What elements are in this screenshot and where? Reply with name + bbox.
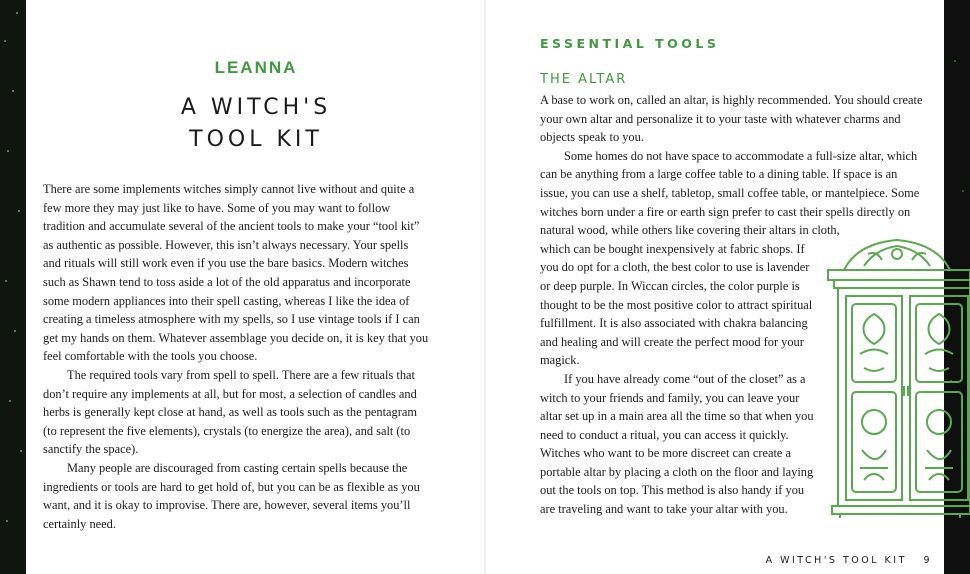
running-footer (766, 555, 932, 566)
paragraph-continued: which can be bought inexpensively at fabric shops. If you do opt for a cloth, the best color to use is lavender or deep purple. In Wiccan circles, the color purple is thought to be the most positive color to attract spiritual fulfillment. It is also associated with chakra balancing and healing and will create the perfect mood for your magick. (540, 241, 813, 368)
chapter-title-line-1: A WITCH'S (180, 95, 332, 120)
paragraph: A base to work on, called an altar, is highly recommended. You should create your own altar and personalize it to your taste with whatever charms and objects speak to you. (540, 93, 923, 145)
author-name: LEANNA (214, 58, 298, 77)
paragraph: Some homes do not have space to accommodate a full-size altar, which can be anything from a large coffee table to a dining table. If space is an issue, you can use a shelf, tabletop, small coffee table, or mantelpiece. Some witches born under a fire or earth sign prefer to cast their spells directly on natural wood, while others like covering their altars in cloth, (540, 148, 920, 238)
paragraph: Many people are discouraged from casting certain spells because the ingredients or tools are hard to get hold of, but you can be as flexible as you want, and it is okay to improvise. There are, however, several items you’ll certainly need. (43, 460, 420, 531)
chapter-title (26, 92, 486, 156)
page-number: 9 (923, 555, 932, 566)
section-title: ESSENTIAL TOOLS (540, 36, 720, 51)
left-page (26, 0, 486, 574)
running-head: A WITCH'S TOOL KIT (765, 555, 907, 566)
cabinet-illustration-icon (824, 236, 970, 518)
paragraph: If you have already come “out of the closet” as a witch to your friends and family, you can leave your altar set up in a main area all the time so that when you need to conduct a ritual, you can access it quickly. Witches who want to be more discreet can create a portable altar by placing a cloth on the floor and laying out the tools on top. This method is also handy if you are traveling and want to take your altar with you. (540, 371, 814, 517)
subsection-title: THE ALTAR (540, 72, 628, 87)
left-body-text (43, 180, 429, 533)
paragraph: There are some implements witches simply cannot live without and quite a few more they may just like to have. Some of you may want to follow tradition and accumulate several of the ancient tools to make your “tool kit” as authentic as possible. However, this isn’t always necessary. Your spells and rituals will still work even if you use the bare basics. Modern witches such as Shawn tend to toss aside a lot of the old apparatus and incorporate some modern appliances into their spell casting, whereas I like the idea of creating a timeless atmosphere with my spells, so I use vintage tools if I can get my hands on them. Whatever assemblage you decide on, it is key that you feel comfortable with the tools you choose. (43, 182, 429, 364)
paragraph: The required tools vary from spell to spell. There are a few rituals that don’t require any implements at all, but for most, a selection of candles and herbs is generally kept close at hand, as well as tools such as the pentagram (to represent the five elements), crystals (to energize the area), and salt (to sanctify the space). (43, 367, 418, 457)
left-page-edge (0, 0, 26, 574)
chapter-title-line-2: TOOL KIT (189, 127, 323, 152)
